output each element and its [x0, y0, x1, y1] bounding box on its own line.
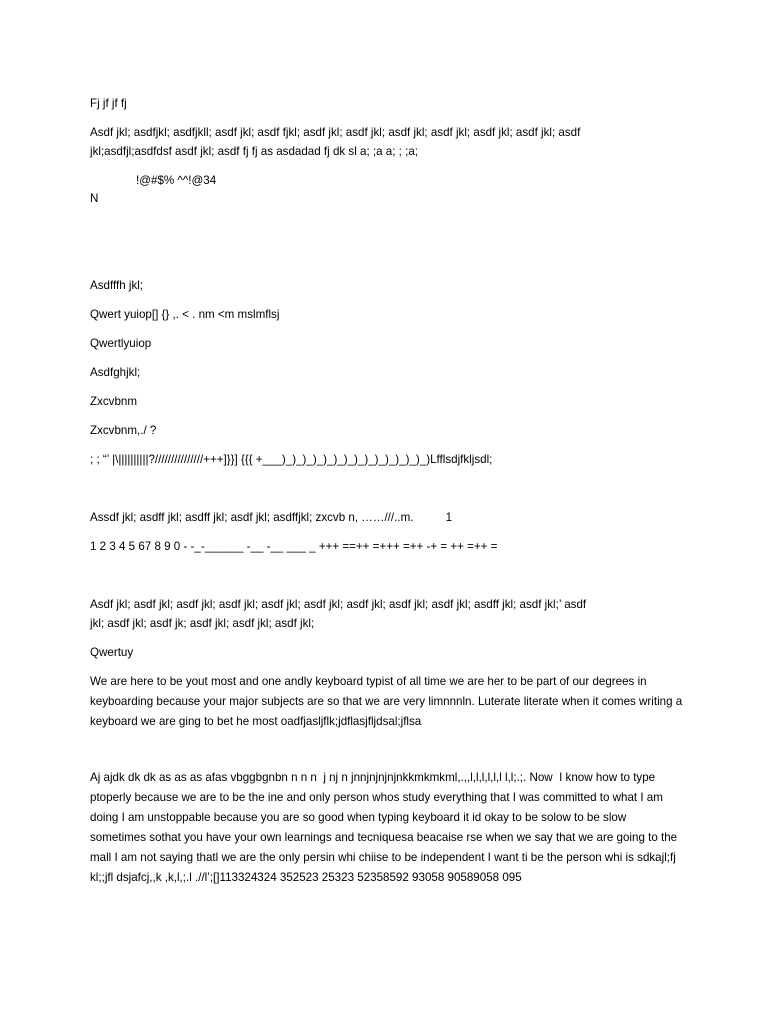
text-line-7: Qwertlyuiop	[90, 337, 152, 350]
text-line-9: Zxcvbnm	[90, 395, 138, 408]
text-line-8: Asdfghjkl;	[90, 366, 141, 379]
text-line-14a: Asdf jkl; asdf jkl; asdf jkl; asdf jkl; asdf jkl; asdf jkl; asdf jkl; asdf jkl; asdf jkl; asdff jkl; asdf jkl;’ asdf	[90, 598, 587, 611]
text-line-1: Fj jf jf fj	[90, 97, 127, 110]
text-line-2b: jkl;asdfjl;asdfdsf asdf jkl; asdf fj fj as asdadad fj dk sl a; ;a a; ; ;a;	[90, 145, 419, 158]
paragraph-1: We are here to be yout most and one andly keyboard typist of all time we are her to be part of our degrees in keyboarding because your major subjects are so that we are very limnnnln. Luterate literate when it comes writing a keyboard we are ging to bet he most oadfjasljflk;jdflasjfljdsal;jflsa	[90, 675, 686, 728]
text-line-10: Zxcvbnm,./ ?	[90, 424, 157, 437]
text-line-6: Qwert yuiop[] {} ,. < . nm <m mslmflsj	[90, 308, 280, 321]
text-line-2a: Asdf jkl; asdfjkl; asdfjkll; asdf jkl; asdf fjkl; asdf jkl; asdf jkl; asdf jkl; asdf jkl; asdf jkl; asdf jkl; asdf	[90, 126, 581, 139]
text-line-11: ; ; “’ |\||||||||||?///////////////+++]}}] {{{ +___)_)_)_)_)_)_)_)_)_)_)_)_)_)_)Lfflsdjfkljsdl;	[90, 453, 493, 466]
paragraph-2: Aj ajdk dk dk as as as afas vbggbgnbn n n n j nj n jnnjnjnjnjnkkmkmkml,.,,l,l,l,l,l,l l,l;.;. Now I know how to type ptoperly because we are to be the ine and only person whos study everything that I was committed to what I am doing I am unstoppable because you are so good when typing keyboard it id okay to be solow to be slow sometimes sothat you have your own learnings and tecniquesa beacaise rse when we say that we are going to the mall I am not saying thatl we are the only persin whi chiise to be independent I want ti be the person whi is sdkajl;fj kl;;jfl dsjafcj,,k ,k,l,;.l .//l’;[]113324324 352523 25323 52358592 93058 90589058 095	[90, 771, 681, 884]
text-line-14b: jkl; asdf jkl; asdf jk; asdf jkl; asdf jkl; asdf jkl;	[90, 617, 315, 630]
text-line-15: Qwertuy	[90, 646, 134, 659]
text-line-symbols: !@#$% ^^!@34	[136, 174, 217, 187]
text-line-12: Assdf jkl; asdff jkl; asdff jkl; asdf jkl; asdffjkl; zxcvb n, ……///..m. 1	[90, 511, 453, 524]
text-line-n: N	[90, 192, 99, 205]
text-line-13: 1 2 3 4 5 67 8 9 0 - -_-______ -__ -__ ___ _ +++ ==++ =+++ =++ -+ = ++ =++ =	[90, 540, 498, 553]
text-line-5: Asdfffh jkl;	[90, 279, 144, 292]
